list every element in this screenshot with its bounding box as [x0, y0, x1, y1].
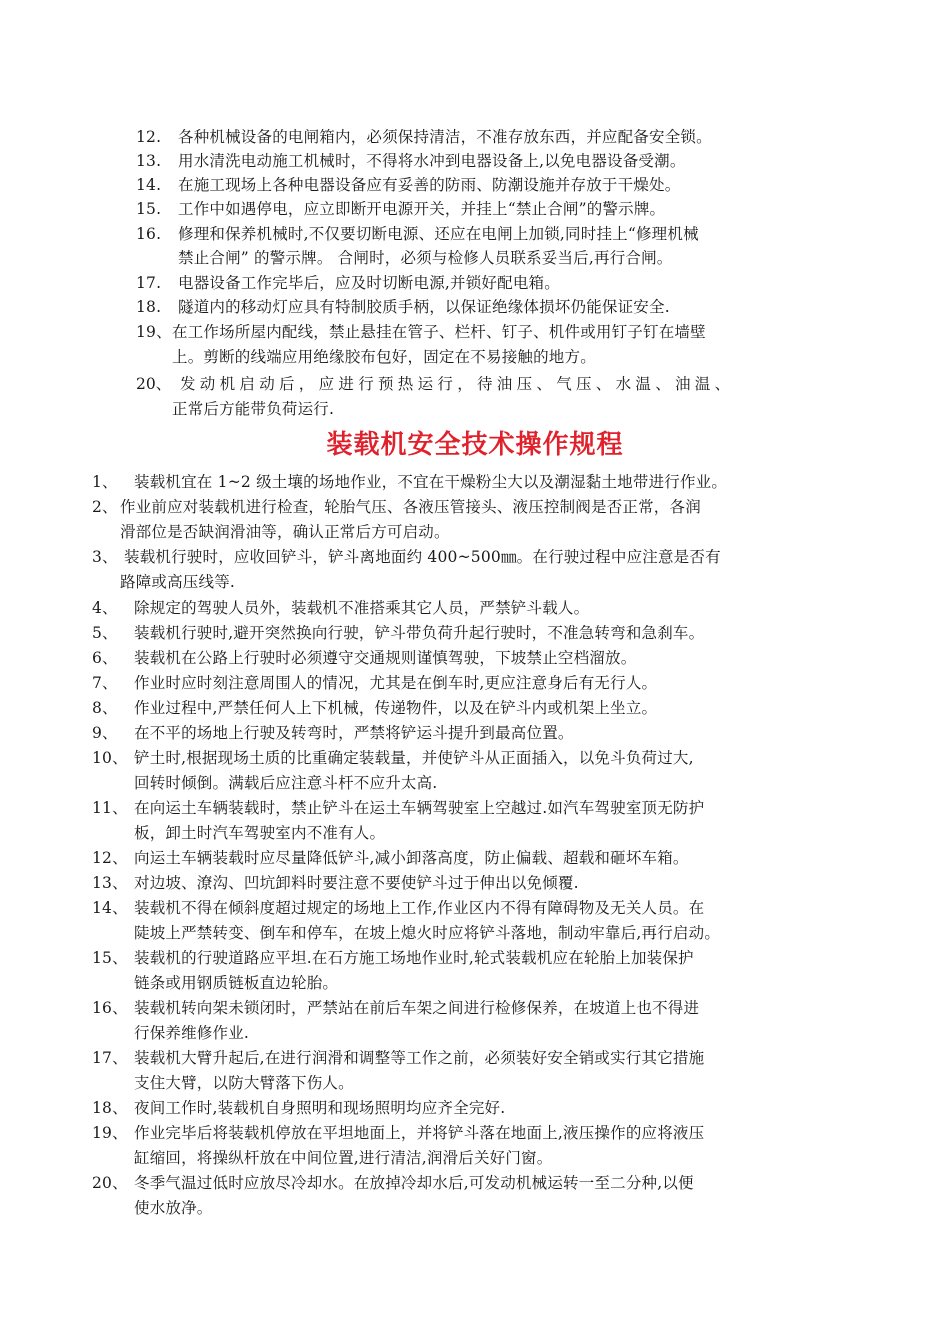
- item-text: 在向运土车辆装载时，禁止铲斗在运土车辆驾驶室上空越过.如汽车驾驶室顶无防护: [134, 799, 705, 817]
- item-number: 13、: [92, 874, 128, 892]
- s2-item-12: [92, 848, 689, 868]
- item-text-cont: 滑部位是否缺润滑油等，确认正常后方可启动。: [120, 523, 450, 541]
- item-number: 12.: [136, 128, 162, 146]
- item-number: 17、: [92, 1049, 128, 1067]
- item-text-cont: 缸缩回，将操纵杆放在中间位置,进行清洁,润滑后关好门窗。: [134, 1149, 553, 1167]
- item-number: 14.: [136, 176, 162, 194]
- s1-item-16-cont: [178, 248, 673, 268]
- item-text-cont: 陡坡上严禁转变、倒车和停车，在坡上熄火时应将铲斗落地，制动牢靠后,再行启动。: [134, 924, 721, 942]
- item-number: 9、: [92, 724, 118, 742]
- item-number: 18.: [136, 298, 162, 316]
- item-number: 1、: [92, 473, 118, 491]
- item-text: 装载机宜在 1~2 级土壤的场地作业，不宜在干燥粉尘大以及潮湿黏土地带进行作业。: [134, 473, 728, 491]
- item-number: 7、: [92, 674, 118, 692]
- s2-item-6: [92, 648, 636, 668]
- item-number: 16.: [136, 225, 162, 243]
- item-number: 14、: [92, 899, 128, 917]
- s1-item-16: [136, 224, 699, 244]
- s2-item-7: [92, 673, 657, 693]
- item-number: 2、: [92, 498, 118, 516]
- item-text: 隧道内的移动灯应具有特制胶质手柄，以保证绝缘体损坏仍能保证安全.: [178, 298, 670, 316]
- s1-item-13: [136, 151, 686, 171]
- item-text-cont: 禁止合闸” 的警示牌。 合闸时，必须与检修人员联系妥当后,再行合闸。: [178, 249, 673, 267]
- s2-item-2-cont: [120, 522, 450, 542]
- s1-item-19: [136, 322, 706, 342]
- s1-item-19-cont: [172, 347, 596, 367]
- s2-item-20: [92, 1173, 694, 1193]
- item-text: 在不平的场地上行驶及转弯时，严禁将铲运斗提升到最高位置。: [134, 724, 574, 742]
- item-number: 8、: [92, 699, 118, 717]
- s2-item-1: [92, 472, 727, 492]
- item-number: 18、: [92, 1099, 128, 1117]
- s2-item-8: [92, 698, 657, 718]
- item-number: 3、: [92, 548, 118, 566]
- item-text-cont: 回转时倾倒。满载后应注意斗杆不应升太高.: [134, 774, 438, 792]
- s2-item-10: [92, 748, 694, 768]
- s2-item-20-cont: [134, 1198, 213, 1218]
- item-text: 除规定的驾驶人员外，装载机不准搭乘其它人员，严禁铲斗载人。: [134, 599, 590, 617]
- item-text: 工作中如遇停电，应立即断开电源开关，并挂上“禁止合闸”的警示牌。: [178, 200, 666, 218]
- s2-item-3: [92, 547, 721, 567]
- s1-item-12: [136, 127, 712, 147]
- item-number: 4、: [92, 599, 118, 617]
- item-number: 19、: [92, 1124, 128, 1142]
- item-text-cont: 行保养维修作业.: [134, 1024, 250, 1042]
- s2-item-9: [92, 723, 574, 743]
- item-number: 6、: [92, 649, 118, 667]
- s2-item-16-cont: [134, 1023, 249, 1043]
- item-text: 装载机转向架未锁闭时，严禁站在前后车架之间进行检修保养，在坡道上也不得进: [134, 999, 700, 1017]
- item-text-cont: 上。剪断的线端应用绝缘胶布包好，固定在不易接触的地方。: [172, 348, 596, 366]
- s2-item-17: [92, 1048, 704, 1068]
- item-text: 装载机行驶时,避开突然换向行驶，铲斗带负荷升起行驶时，不准急转弯和急刹车。: [134, 624, 705, 642]
- s1-item-20: [136, 374, 734, 394]
- s2-item-15: [92, 948, 694, 968]
- s1-item-18: [136, 297, 670, 317]
- item-text: 装载机行驶时，应收回铲斗，铲斗离地面约 400~500㎜。在行驶过程中应注意是否有: [124, 548, 721, 566]
- item-text: 用水清洗电动施工机械时，不得将水冲到电器设备上,以免电器设备受潮。: [178, 152, 686, 170]
- item-text-cont: 链条或用钢质链板直边轮胎。: [134, 974, 339, 992]
- item-text-cont: 正常后方能带负荷运行.: [172, 400, 335, 418]
- item-text-cont: 板，卸土时汽车驾驶室内不准有人。: [134, 824, 386, 842]
- item-text: 对边坡、潦沟、凹坑卸料时要注意不要使铲斗过于伸出以免倾覆.: [134, 874, 579, 892]
- item-number: 5、: [92, 624, 118, 642]
- s2-item-13: [92, 873, 579, 893]
- item-number: 16、: [92, 999, 128, 1017]
- item-number: 15、: [92, 949, 128, 967]
- s2-item-18: [92, 1098, 505, 1118]
- item-text: 向运土车辆装载时应尽量降低铲斗,减小卸落高度，防止偏载、超载和砸坏车箱。: [134, 849, 689, 867]
- item-number: 20、: [92, 1174, 128, 1192]
- s2-item-16: [92, 998, 699, 1018]
- item-number: 10、: [92, 749, 128, 767]
- item-text: 装载机大臂升起后,在进行润滑和调整等工作之前，必须装好安全销或实行其它措施: [134, 1049, 705, 1067]
- item-text: 装载机在公路上行驶时必须遵守交通规则谨慎驾驶，下坡禁止空档溜放。: [134, 649, 637, 667]
- s2-item-17-cont: [134, 1073, 354, 1093]
- item-text: 作业前应对装载机进行检查，轮胎气压、各液压管接头、液压控制阀是否正常，各润: [120, 498, 701, 516]
- item-number: 12、: [92, 849, 128, 867]
- s2-item-11: [92, 798, 704, 818]
- item-text-cont: 路障或高压线等.: [120, 573, 236, 591]
- s2-item-14-cont: [134, 923, 720, 943]
- item-text: 铲土时,根据现场土质的比重确定装载量，并使铲斗从正面插入，以免斗负荷过大,: [134, 749, 694, 767]
- item-text: 夜间工作时,装载机自身照明和现场照明均应齐全完好.: [134, 1099, 506, 1117]
- item-text-cont: 使水放净。: [134, 1199, 213, 1217]
- item-number: 15.: [136, 200, 162, 218]
- item-text: 作业过程中,严禁任何人上下机械，传递物件，以及在铲斗内或机架上坐立。: [134, 699, 658, 717]
- s1-item-15: [136, 199, 665, 219]
- item-text-cont: 支住大臂，以防大臂落下伤人。: [134, 1074, 354, 1092]
- item-text: 电器设备工作完毕后，应及时切断电源,并锁好配电箱。: [178, 274, 560, 292]
- item-text: 装载机不得在倾斜度超过规定的场地上工作,作业区内不得有障碍物及无关人员。在: [134, 899, 705, 917]
- item-number: 17.: [136, 274, 162, 292]
- s1-item-20-cont: [172, 399, 334, 419]
- s2-item-14: [92, 898, 704, 918]
- item-text: 作业时应时刻注意周围人的情况，尤其是在倒车时,更应注意身后有无行人。: [134, 674, 658, 692]
- s2-item-19-cont: [134, 1148, 552, 1168]
- s2-item-4: [92, 598, 589, 618]
- item-text: 发动机启动后，应进行预热运行，待油压、气压、水温、油温、: [180, 375, 735, 393]
- s1-item-14: [136, 175, 680, 195]
- s2-item-15-cont: [134, 973, 338, 993]
- s1-item-17: [136, 273, 560, 293]
- s2-item-3-cont: [120, 572, 235, 592]
- s2-item-5: [92, 623, 704, 643]
- item-text: 冬季气温过低时应放尽冷却水。在放掉冷却水后,可发动机械运转一至二分种,以便: [134, 1174, 694, 1192]
- s2-item-2: [92, 497, 701, 517]
- s2-item-11-cont: [134, 823, 385, 843]
- item-text: 装载机的行驶道路应平坦.在石方施工场地作业时,轮式装载机应在轮胎上加装保护: [134, 949, 694, 967]
- document-title: 装载机安全技术操作规程: [326, 430, 624, 460]
- item-text: 作业完毕后将装载机停放在平坦地面上，并将铲斗落在地面上,液压操作的应将液压: [134, 1124, 705, 1142]
- item-text: 各种机械设备的电闸箱内，必须保持清洁，不准存放东西，并应配备安全锁。: [178, 128, 712, 146]
- item-number: 20、: [136, 375, 172, 393]
- item-number: 11、: [92, 799, 128, 817]
- item-text: 修理和保养机械时,不仅要切断电源、还应在电闸上加锁,同时挂上“修理机械: [178, 225, 699, 243]
- item-text: 在工作场所屋内配线，禁止悬挂在管子、栏杆、钉子、机件或用钉子钉在墙壁: [172, 323, 706, 341]
- s2-item-10-cont: [134, 773, 437, 793]
- item-text: 在施工现场上各种电器设备应有妥善的防雨、防潮设施并存放于干燥处。: [178, 176, 681, 194]
- item-number: 13.: [136, 152, 162, 170]
- item-number: 19、: [136, 323, 172, 341]
- s2-item-19: [92, 1123, 704, 1143]
